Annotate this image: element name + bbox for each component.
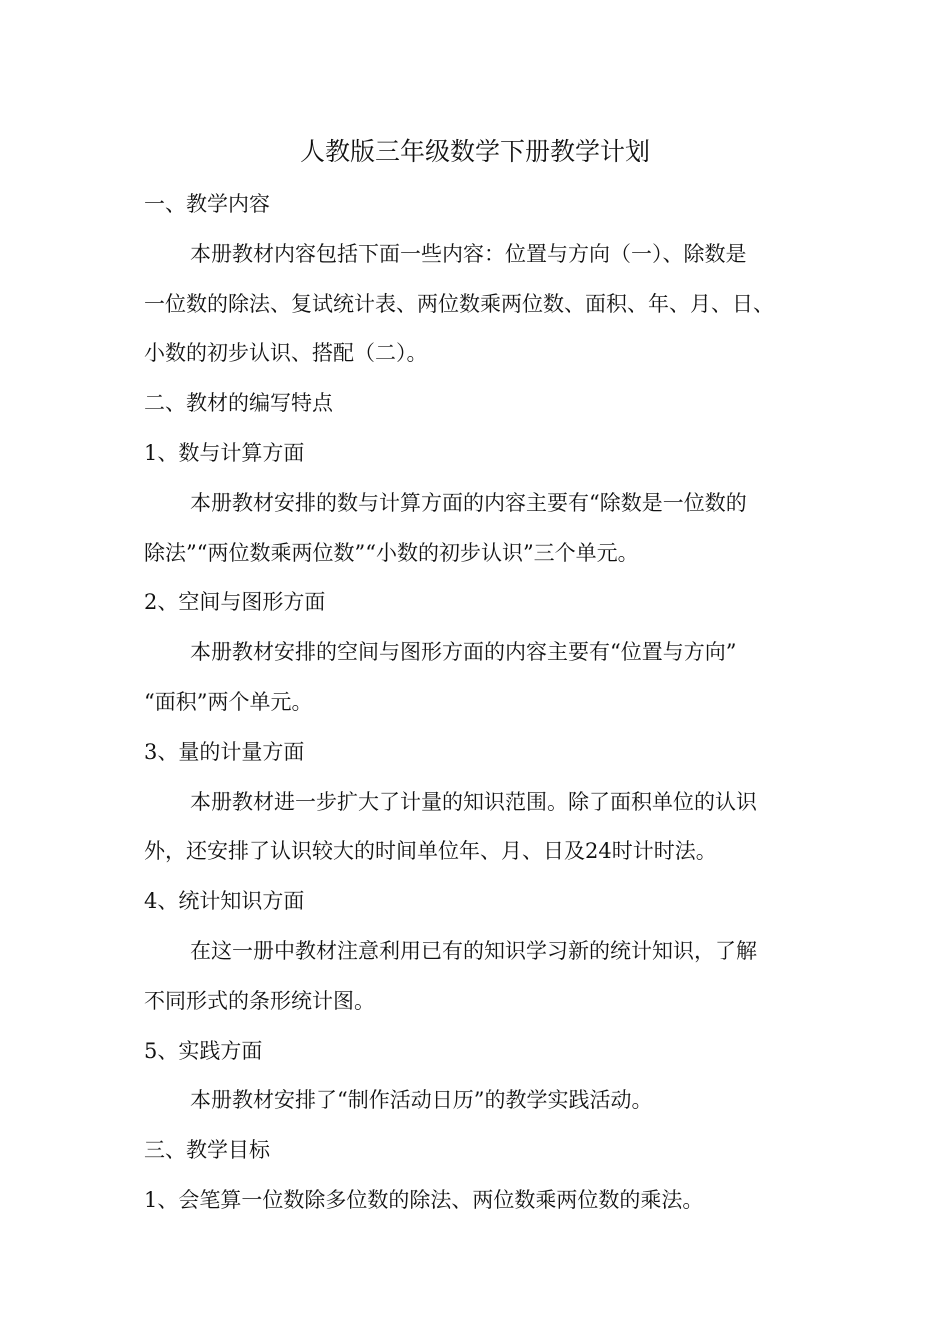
document-body [144,180,824,1226]
paragraph-line: 外，还安排了认识较大的时间单位年、月、日及24时计时法。 [144,839,717,864]
subheading-practice: 5、实践方面 [144,1038,263,1063]
paragraph-line: “面积”两个单元。 [144,689,313,714]
section-heading-teaching-content: 一、教学内容 [144,192,270,216]
paragraph-line: 一位数的除法、复试统计表、两位数乘两位数、面积、年、月、日、 [144,291,774,316]
document-title: 人教版三年级数学下册教学计划 [299,137,650,166]
paragraph-line: 不同形式的条形统计图。 [144,988,375,1013]
subheading-statistics: 4、统计知识方面 [144,889,305,914]
paragraph-line: 小数的初步认识、搭配（二）。 [144,341,428,366]
subheading-measurement: 3、量的计量方面 [144,739,305,764]
subheading-number-calculation: 1、数与计算方面 [144,440,305,465]
paragraph-line: 本册教材安排了“制作活动日历”的教学实践活动。 [190,1088,653,1113]
section-heading-objectives: 三、教学目标 [144,1138,270,1163]
subheading-space-shape: 2、空间与图形方面 [144,590,326,615]
paragraph-line: 本册教材安排的空间与图形方面的内容主要有“位置与方向” [190,640,737,665]
paragraph-line: 除法”“两位数乘两位数”“小数的初步认识”三个单元。 [144,540,639,565]
paragraph-line: 本册教材安排的数与计算方面的内容主要有“除数是一位数的 [190,490,747,515]
paragraph-line: 本册教材进一步扩大了计量的知识范围。除了面积单位的认识 [190,789,757,814]
objective-item: 1、会笔算一位数除多位数的除法、两位数乘两位数的乘法。 [144,1187,704,1212]
paragraph-line: 在这一册中教材注意利用已有的知识学习新的统计知识，了解 [190,938,757,963]
paragraph-line: 本册教材内容包括下面一些内容：位置与方向（一）、除数是 [190,241,747,266]
section-heading-features: 二、教材的编写特点 [144,391,333,416]
